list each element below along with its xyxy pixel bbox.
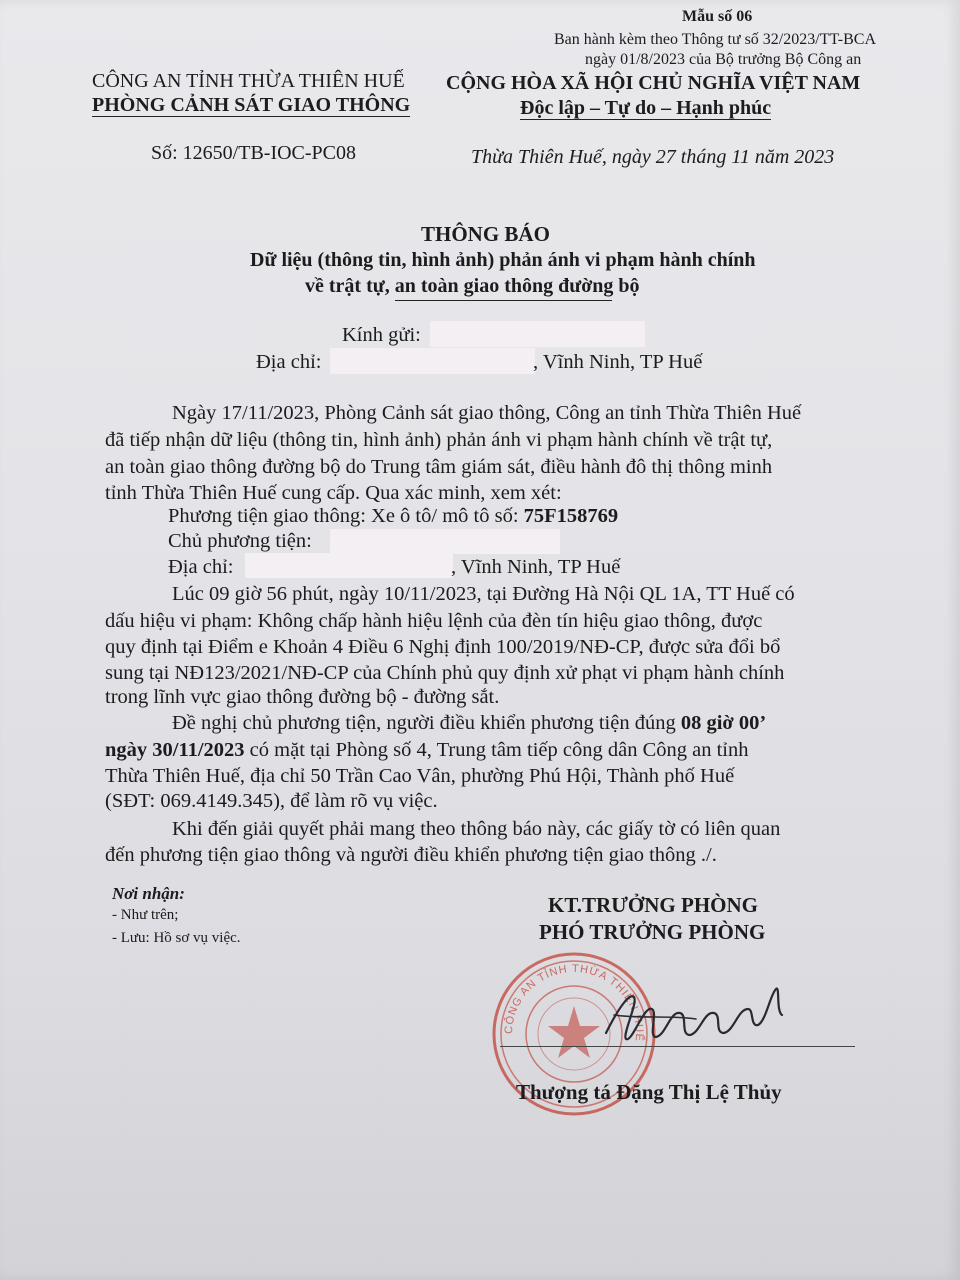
signature-underline	[500, 1046, 855, 1047]
p3-line-2	[105, 739, 748, 762]
org-name-line-1: CÔNG AN TỈNH THỪA THIÊN HUẾ	[92, 70, 405, 92]
notice-title: THÔNG BÁO	[421, 222, 550, 246]
org-name-line-2-text: PHÒNG CẢNH SÁT GIAO THÔNG	[92, 94, 411, 116]
p1-line-3: an toàn giao thông đường bộ do Trung tâm giám sát, điều hành đô thị thông minh	[105, 456, 773, 478]
handwritten-signature	[600, 975, 790, 1055]
license-plate: 75F158769	[523, 505, 619, 527]
signatory-role-2: PHÓ TRƯỞNG PHÒNG	[539, 920, 766, 944]
redacted-recipient-address	[330, 348, 535, 374]
recipients-title: Nơi nhận:	[112, 884, 185, 903]
recipient-item-1: - Như trên;	[112, 907, 179, 923]
recipient-address-label: Địa chỉ:	[256, 351, 322, 373]
p2-line-3: quy định tại Điểm e Khoản 4 Điều 6 Nghị định 100/2019/NĐ-CP, được sửa đổi bổ	[105, 636, 781, 658]
appointment-time: 08 giờ 00’	[680, 712, 767, 734]
form-issued-line-2: ngày 01/8/2023 của Bộ trưởng Bộ Công an	[585, 51, 862, 68]
p4-line-2: đến phương tiện giao thông và người điều khiển phương tiện giao thông ./.	[105, 844, 717, 866]
vehicle-label: Phương tiện giao thông: Xe ô tô/ mô tô số:	[168, 505, 519, 527]
recipient-item-2: - Lưu: Hồ sơ vụ việc.	[112, 930, 241, 946]
stamp-ring-text: CÔNG AN TỈNH THỪA THIÊN HUẾ	[502, 962, 646, 1043]
notice-subtitle-1: Dữ liệu (thông tin, hình ảnh) phản ánh vi phạm hành chính	[250, 249, 756, 271]
p3-line-4: (SĐT: 069.4149.345), để làm rõ vụ việc.	[105, 790, 438, 812]
signatory-role-1: KT.TRƯỞNG PHÒNG	[548, 893, 758, 917]
place-date: Thừa Thiên Huế, ngày 27 tháng 11 năm 2023	[471, 146, 835, 168]
p3-line-3: Thừa Thiên Huế, địa chỉ 50 Trần Cao Vân, phường Phú Hội, Thành phố Huế	[105, 765, 735, 787]
p2-line-2: dấu hiệu vi phạm: Không chấp hành hiệu lệnh của đèn tín hiệu giao thông, được	[105, 610, 763, 632]
national-motto	[520, 97, 771, 120]
p1-line-2: đã tiếp nhận dữ liệu (thông tin, hình ảnh) phản ánh vi phạm hành chính về trật tự,	[105, 429, 773, 451]
p3-line-1	[172, 712, 766, 735]
p1-line-1: Ngày 17/11/2023, Phòng Cảnh sát giao thông, Công an tỉnh Thừa Thiên Huế	[172, 402, 802, 424]
vehicle-line	[168, 505, 618, 528]
p2-line-4: sung tại NĐ123/2021/NĐ-CP của Chính phủ quy định xử phạt vi phạm hành chính	[105, 662, 785, 684]
form-number: Mẫu số 06	[682, 8, 753, 25]
recipient-address-suffix: , Vĩnh Ninh, TP Huế	[533, 351, 703, 373]
title-underline	[395, 300, 612, 301]
p4-line-1: Khi đến giải quyết phải mang theo thông báo này, các giấy tờ có liên quan	[172, 818, 781, 840]
p3-line-2-text: có mặt tại Phòng số 4, Trung tâm tiếp công dân Công an tỉnh	[244, 739, 749, 761]
subtitle-2-text: về trật tự, an toàn giao thông đường bộ	[305, 275, 640, 297]
redacted-owner-address	[245, 553, 453, 578]
national-motto-text: Độc lập – Tự do – Hạnh phúc	[520, 97, 772, 119]
recipient-label: Kính gửi:	[342, 324, 421, 346]
owner-address-label: Địa chỉ:	[168, 556, 234, 578]
p2-line-5: trong lĩnh vực giao thông đường bộ - đường sắt.	[105, 686, 500, 708]
owner-address-suffix: , Vĩnh Ninh, TP Huế	[451, 556, 621, 578]
owner-label: Chủ phương tiện:	[168, 530, 312, 552]
p1-line-4: tỉnh Thừa Thiên Huế cung cấp. Qua xác minh, xem xét:	[105, 482, 562, 504]
redacted-recipient-name	[430, 321, 645, 347]
notice-subtitle-2	[305, 275, 640, 298]
org-name-line-2	[92, 94, 410, 117]
document-number: Số: 12650/TB-IOC-PC08	[151, 142, 357, 164]
p2-line-1: Lúc 09 giờ 56 phút, ngày 10/11/2023, tại Đường Hà Nội QL 1A, TT Huế có	[172, 583, 795, 605]
form-issued-line-1: Ban hành kèm theo Thông tư số 32/2023/TT-BCA	[554, 31, 876, 48]
p3-line-1-text: Đề nghị chủ phương tiện, người điều khiển phương tiện đúng	[172, 712, 681, 734]
appointment-date: ngày 30/11/2023	[105, 739, 245, 761]
nation-title: CỘNG HÒA XÃ HỘI CHỦ NGHĨA VIỆT NAM	[446, 72, 861, 94]
signer-name: Thượng tá Đặng Thị Lệ Thủy	[516, 1080, 782, 1104]
redacted-owner-name	[330, 529, 560, 554]
